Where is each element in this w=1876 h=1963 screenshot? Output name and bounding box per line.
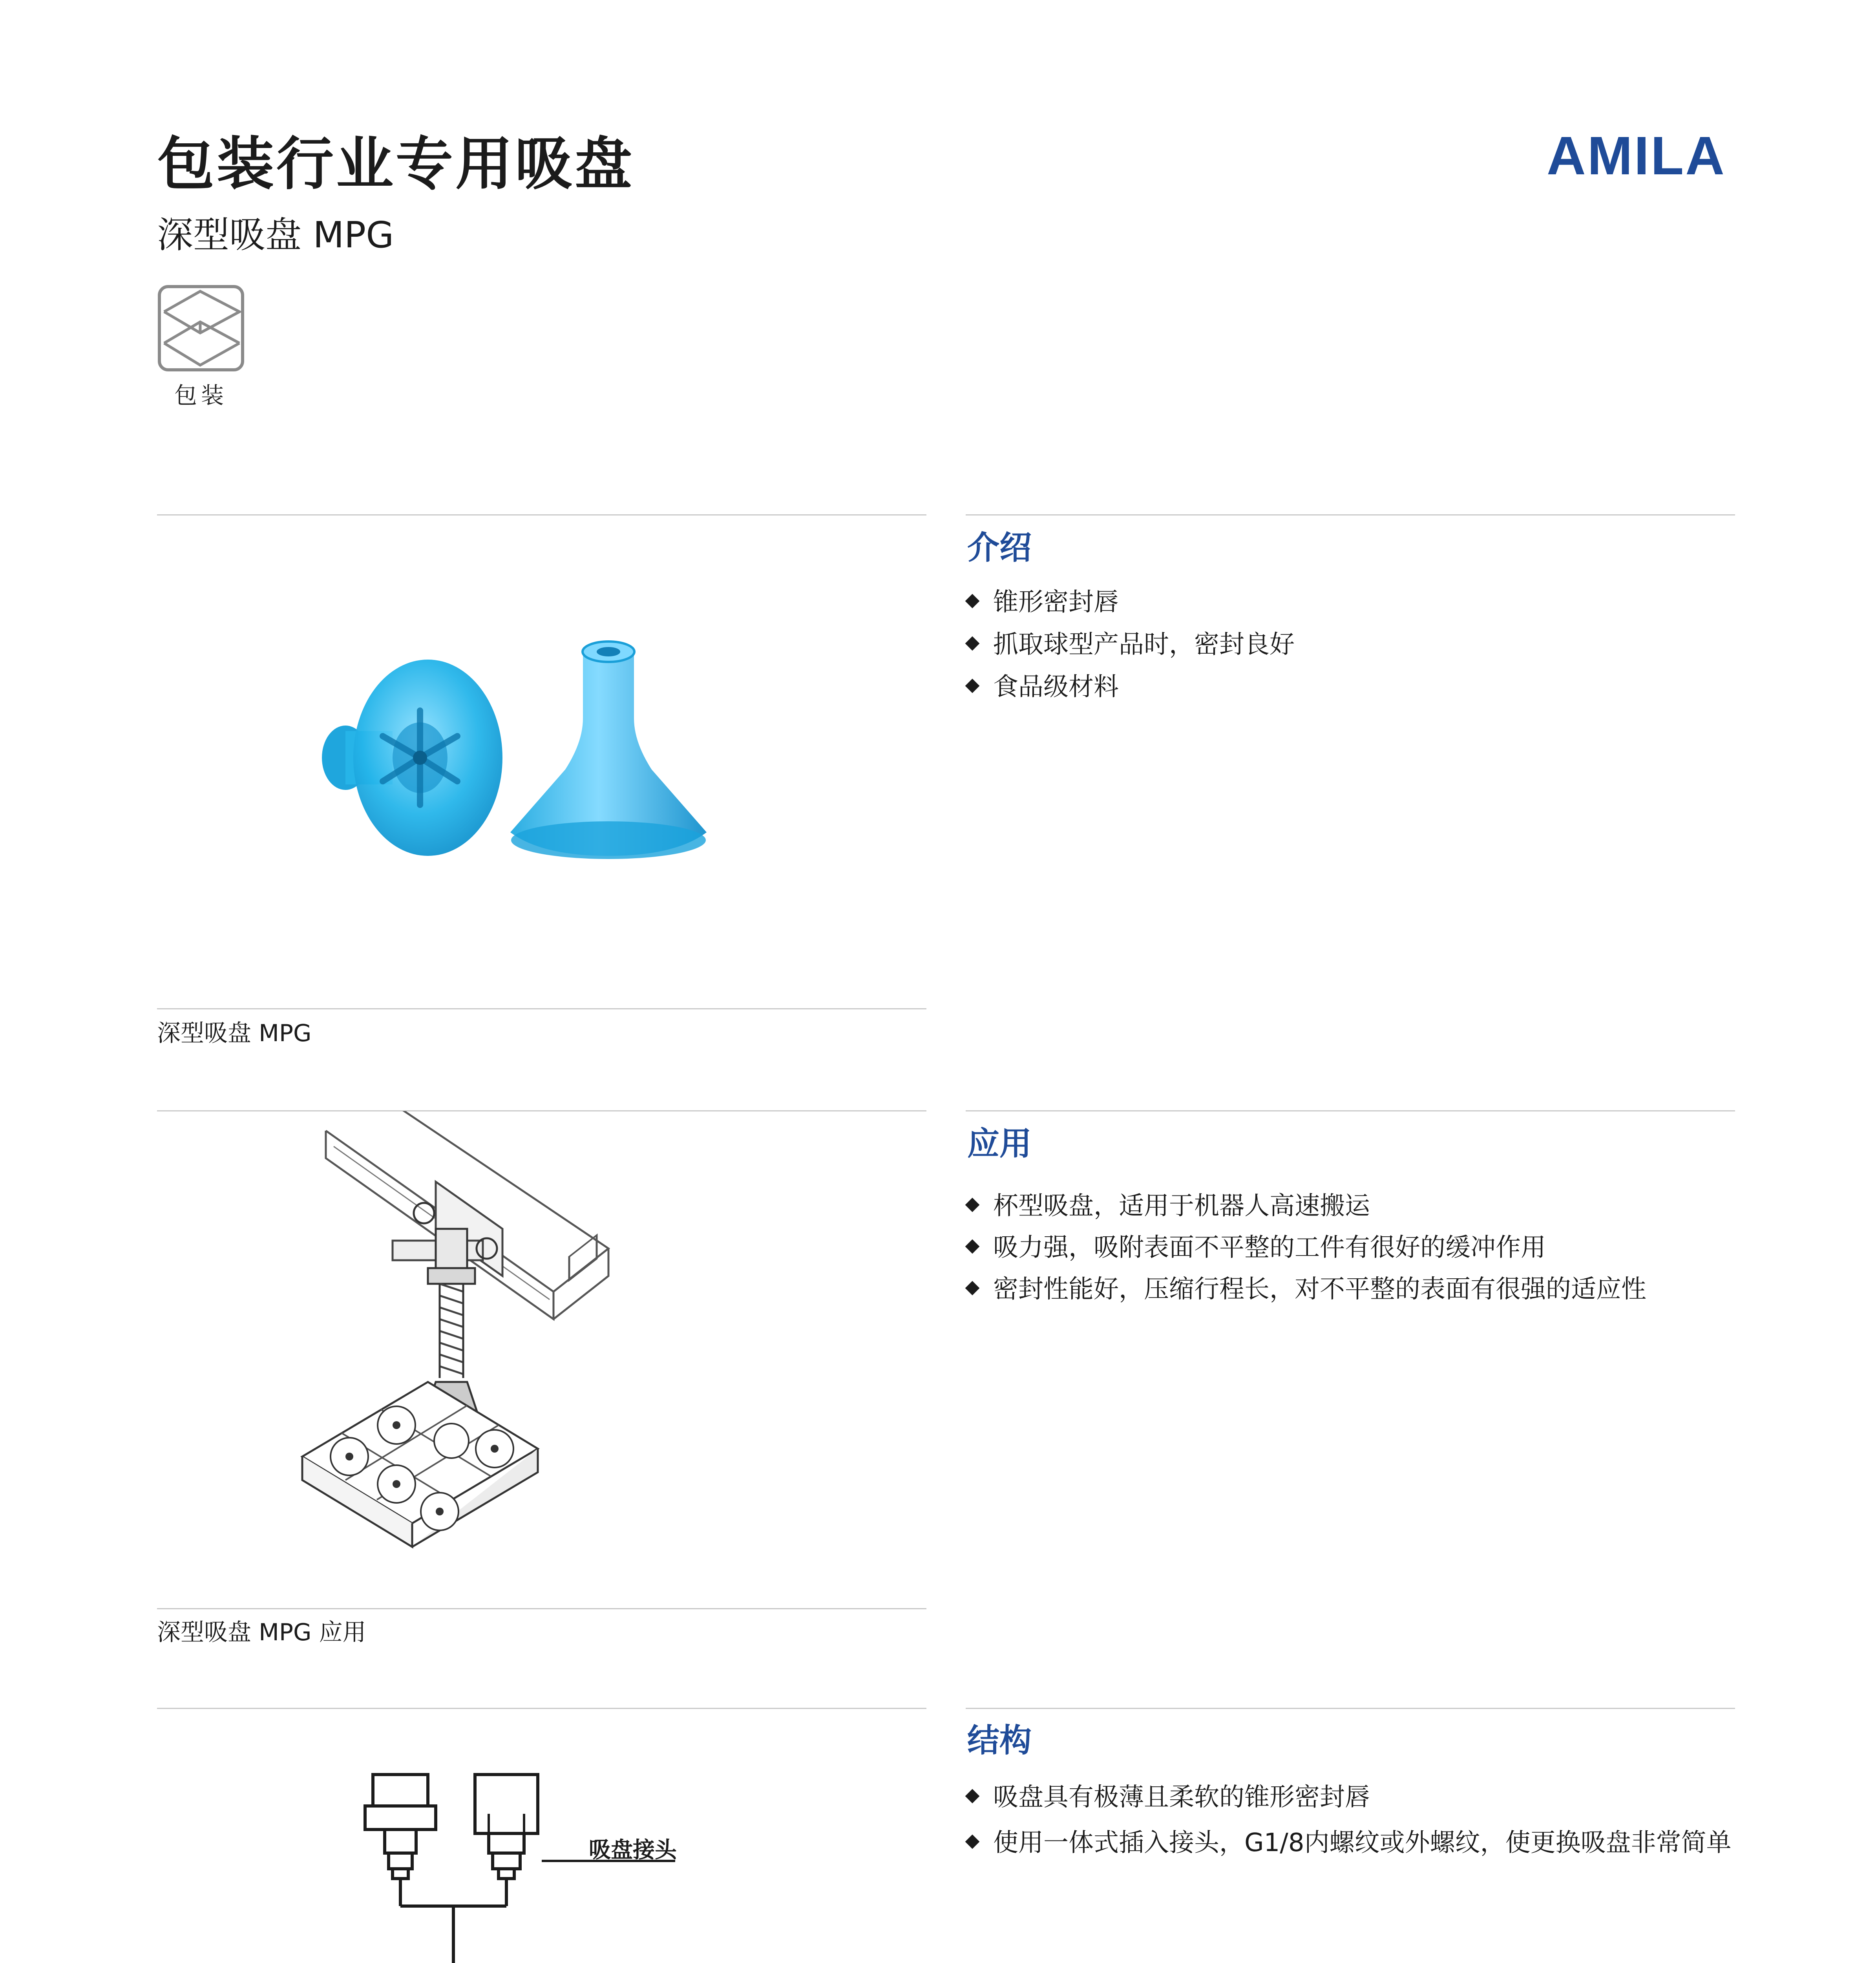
brand-logo: AMILA (1547, 126, 1726, 186)
list-item: 使用一体式插入接头，G1/8内螺纹或外螺纹，使更换吸盘非常简单 (967, 1830, 1732, 1855)
divider (157, 1708, 926, 1709)
package-box-icon (157, 284, 245, 372)
list-item: 抓取球型产品时，密封良好 (967, 632, 1295, 657)
divider (966, 514, 1735, 515)
divider (157, 1008, 926, 1009)
page-subtitle: 深型吸盘 MPG (157, 214, 394, 256)
figure-caption: 深型吸盘 MPG 应用 (157, 1619, 366, 1646)
application-illustration (298, 1111, 632, 1582)
section-heading-structure: 结构 (967, 1722, 1032, 1759)
divider (966, 1110, 1735, 1111)
badge-label: 包装 (174, 382, 228, 409)
list-item: 吸力强，吸附表面不平整的工件有很好的缓冲作用 (967, 1235, 1546, 1260)
list-item: 食品级材料 (967, 674, 1119, 700)
list-item: 密封性能好，压缩行程长，对不平整的表面有很强的适应性 (967, 1277, 1646, 1302)
divider (966, 1708, 1735, 1709)
divider (157, 1608, 926, 1609)
list-item: 吸盘具有极薄且柔软的锥形密封唇 (967, 1785, 1370, 1810)
product-image-suction-cups (298, 628, 769, 879)
section-heading-application: 应用 (967, 1125, 1032, 1162)
divider (157, 514, 926, 515)
system-design-diagram (345, 1767, 738, 1963)
list-item: 杯型吸盘，适用于机器人高速搬运 (967, 1194, 1370, 1219)
page-title: 包装行业专用吸盘 (157, 131, 634, 197)
list-item: 锥形密封唇 (967, 590, 1119, 615)
section-heading-intro: 介绍 (967, 529, 1032, 567)
label-fitting: 吸盘接头 (589, 1837, 677, 1863)
figure-caption: 深型吸盘 MPG (157, 1020, 312, 1047)
